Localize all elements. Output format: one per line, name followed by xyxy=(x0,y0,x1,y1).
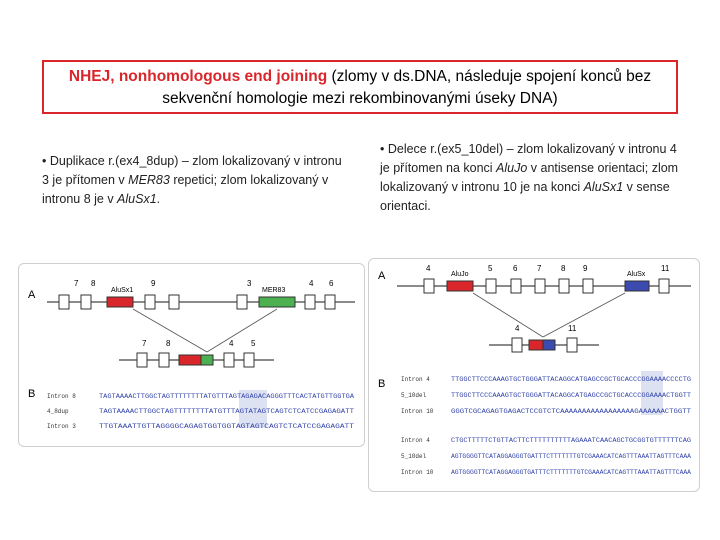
title-rest: (zlomy v ds.DNA, následuje spojení konců bez sekvenční homologie mezi rekombinovanými úseky DNA) xyxy=(162,68,652,107)
right-bullet xyxy=(380,140,690,216)
left-bullet-text-2: repetici; zlom lokalizovaný v intronu 8 je v xyxy=(42,173,329,206)
recombination-line xyxy=(207,309,277,352)
title-box xyxy=(42,60,678,114)
alusx-label: AluSx xyxy=(627,271,646,278)
exon-box xyxy=(237,295,247,309)
mer83-label: MER83 xyxy=(262,287,286,294)
exon-box xyxy=(305,295,315,309)
exon-box xyxy=(511,279,521,293)
seq-row: TTGGCTTCCCAAAGTGCTGGGATTACAGGCATGAGCCGCTGCACCCGGAAAACCCCTG xyxy=(451,376,692,383)
seq-row-name: Intron 3 xyxy=(47,423,76,430)
seq-row: CTGCTTTTTCTGTTACTTCTTTTTTTTTTAGAAATCAACAGCTGCGGTGTTTTTTCAG xyxy=(451,437,692,444)
right-bullet-text-2: v antisense orientaci; zlom lokalizovaný v intronu 10 je na konci xyxy=(380,161,679,194)
seq-row-name: Intron 8 xyxy=(47,393,76,400)
seq-row: TTGTAAATTGTTAGGGGCAGAGTGGTGGTAGTAGTCAGTCTCATCCGAGAGATT xyxy=(99,423,355,430)
exon-label: 8 xyxy=(561,264,566,273)
alusx-element xyxy=(625,281,649,291)
right-bullet-text-3: v sense orientaci. xyxy=(380,180,670,213)
exon-box xyxy=(659,279,669,293)
seq-row-name: Intron 10 xyxy=(401,408,434,415)
exon-label: 11 xyxy=(661,264,670,273)
figure-deletion-svg xyxy=(369,259,699,491)
panel-b-label: B xyxy=(378,378,386,390)
alusx1-element xyxy=(107,297,133,307)
seq-row-name: 4_8dup xyxy=(47,408,69,415)
exon-label: 9 xyxy=(583,264,588,273)
alujo-element xyxy=(529,340,543,350)
exon-box xyxy=(583,279,593,293)
recombination-line xyxy=(473,293,543,337)
exon-label-4-bottom: 4 xyxy=(229,339,234,348)
exon-label: 5 xyxy=(488,264,493,273)
alusx1-label: AluSx1 xyxy=(111,287,134,294)
left-bullet-em-2: AluSx1 xyxy=(117,192,157,206)
right-bullet-em-2: AluSx1 xyxy=(583,180,624,194)
panel-b-label: B xyxy=(28,388,36,400)
recombination-line xyxy=(543,293,625,337)
exon-label-4: 4 xyxy=(309,279,314,288)
seq-row-name: 5_10del xyxy=(401,392,427,399)
exon-label: 7 xyxy=(537,264,542,273)
exon-box xyxy=(424,279,434,293)
seq-row-name: Intron 4 xyxy=(401,437,430,444)
exon-box xyxy=(145,295,155,309)
exon-label-3: 3 xyxy=(247,279,252,288)
figure-deletion xyxy=(368,258,700,492)
alusx1-element xyxy=(179,355,201,365)
figure-duplication-svg xyxy=(19,264,364,446)
exon-label: 4 xyxy=(426,264,431,273)
seq-row-name: Intron 4 xyxy=(401,376,430,383)
seq-row: GGGTCGCAGAGTGAGACTCCGTCTCAAAAAAAAAAAAAAAAAGAAAAAACTGGTT xyxy=(451,408,692,415)
seq-row: AGTGGGGTTCATAGGAGGGTGATTTCTTTTTTTGTCGAAACATCAGTTTAAATTAGTTTCAAA xyxy=(451,469,692,476)
mer83-element xyxy=(201,355,213,365)
exon-box xyxy=(325,295,335,309)
exon-box xyxy=(59,295,69,309)
mer83-element xyxy=(259,297,295,307)
exon-box xyxy=(567,338,577,352)
exon-label-bottom: 11 xyxy=(568,324,577,333)
seq-row-name: Intron 10 xyxy=(401,469,434,476)
alujo-label: AluJo xyxy=(451,271,469,278)
exon-label-9: 9 xyxy=(151,279,156,288)
seq-row: AGTGGGGTTCATAGGAGGGTGATTTCTTTTTTTGTCGAAACATCAGTTTAAATTAGTTTCAAA xyxy=(451,453,692,460)
left-bullet-em-1: MER83 xyxy=(128,173,170,187)
exon-label: 6 xyxy=(513,264,518,273)
right-bullet-text-1: • Delece r.(ex5_10del) – zlom lokalizovaný v intronu 4 je přítomen na konci xyxy=(380,142,677,175)
seq-row: TAGTAAAACTTGGCTAGTTTTTTTTATGTTTAGTAGAGACAGGGTTTCACTATGTTGGTGA xyxy=(99,393,355,400)
exon-label-7-bottom: 7 xyxy=(142,339,147,348)
exon-box xyxy=(159,353,169,367)
exon-box xyxy=(559,279,569,293)
exon-box xyxy=(224,353,234,367)
exon-box xyxy=(535,279,545,293)
seq-row-name: 5_10del xyxy=(401,453,427,460)
exon-label-bottom: 4 xyxy=(515,324,520,333)
left-bullet-text-1: • Duplikace r.(ex4_8dup) – zlom lokalizovaný v intronu 3 je přítomen v xyxy=(42,154,342,187)
exon-box xyxy=(81,295,91,309)
title-highlight: NHEJ, nonhomologous end joining xyxy=(68,68,328,85)
exon-box xyxy=(169,295,179,309)
seq-row: TAGTAAAACTTGGCTAGTTTTTTTTATGTTTAGTATAGTCAGTCTCATCCGAGAGATT xyxy=(99,408,355,415)
exon-label-7: 7 xyxy=(74,279,79,288)
exon-box xyxy=(512,338,522,352)
figure-duplication xyxy=(18,263,365,447)
exon-label-8-bottom: 8 xyxy=(166,339,171,348)
exon-label-6: 6 xyxy=(329,279,334,288)
left-bullet-text-3: . xyxy=(156,192,161,206)
panel-a-label: A xyxy=(28,289,36,301)
exon-box xyxy=(244,353,254,367)
alujo-element xyxy=(447,281,473,291)
seq-row: TTGGCTTCCCAAAGTGCTGGGATTACAGGCATGAGCCGCTGCACCCGGAAAACTGGTT xyxy=(451,392,692,399)
exon-box xyxy=(137,353,147,367)
left-bullet xyxy=(42,152,352,209)
right-bullet-em-1: AluJo xyxy=(496,161,528,175)
panel-a-label: A xyxy=(378,270,386,282)
exon-box xyxy=(486,279,496,293)
alusx-element xyxy=(543,340,555,350)
exon-label-5-bottom: 5 xyxy=(251,339,256,348)
exon-label-8: 8 xyxy=(91,279,96,288)
